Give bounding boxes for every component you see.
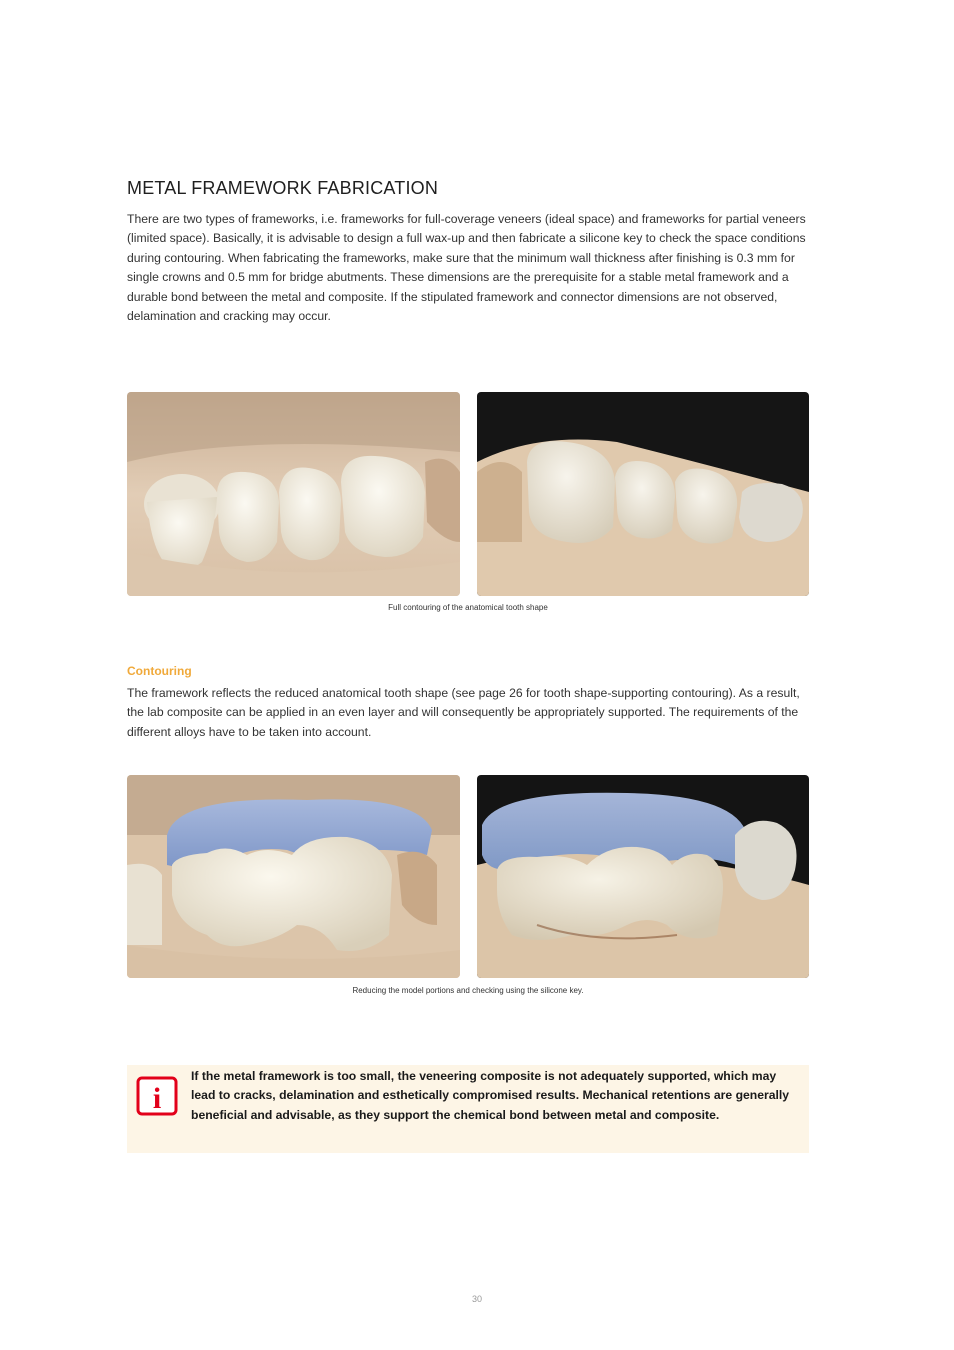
notice-text: If the metal framework is too small, the veneering composite is not adequately supported, which may lead to cracks, delamination and esthetically compromised results. Mechanical retentions are generally beneficial and advisable, as they support the chemical bond between metal and composite.	[191, 1069, 790, 1122]
figure1-caption: Full contouring of the anatomical tooth shape	[388, 603, 548, 612]
figure2-caption: Reducing the model portions and checking using the silicone key.	[352, 986, 584, 995]
figure2-photo-left	[127, 775, 460, 978]
figure1-photo-left	[127, 392, 460, 596]
contouring-paragraph: The framework reflects the reduced anatomical tooth shape (see page 26 for tooth shape-supporting contouring). As a result, the lab composite can be applied in an even layer and will consequently be appropriately supported. The requirements of the different alloys have to be taken into account.	[127, 686, 800, 739]
figure2-photo-right	[477, 775, 809, 978]
page-number: 30	[471, 1294, 482, 1304]
info-icon	[135, 1075, 179, 1117]
notice-box	[127, 1065, 809, 1153]
intro-paragraph: There are two types of frameworks, i.e. frameworks for full-coverage veneers (ideal space) and frameworks for partial veneers (limited space). Basically, it is advisable to design a full wax-up and then fabricate a silicone key to check the space conditions during contouring. When fabricating the frameworks, make sure that the minimum wall thickness after finishing is 0.3 mm for single crowns and 0.5 mm for bridge abutments. These dimensions are the prerequisite for a stable metal framework and a durable bond between the metal and composite. If the stipulated framework and connector dimensions are not observed, delamination and cracking may occur.	[127, 212, 806, 324]
section-title: METAL FRAMEWORK FABRICATION	[127, 178, 439, 198]
contouring-heading: Contouring	[127, 664, 192, 678]
info-icon-letter: i	[152, 1082, 162, 1115]
figure1-photo-right	[477, 392, 809, 596]
